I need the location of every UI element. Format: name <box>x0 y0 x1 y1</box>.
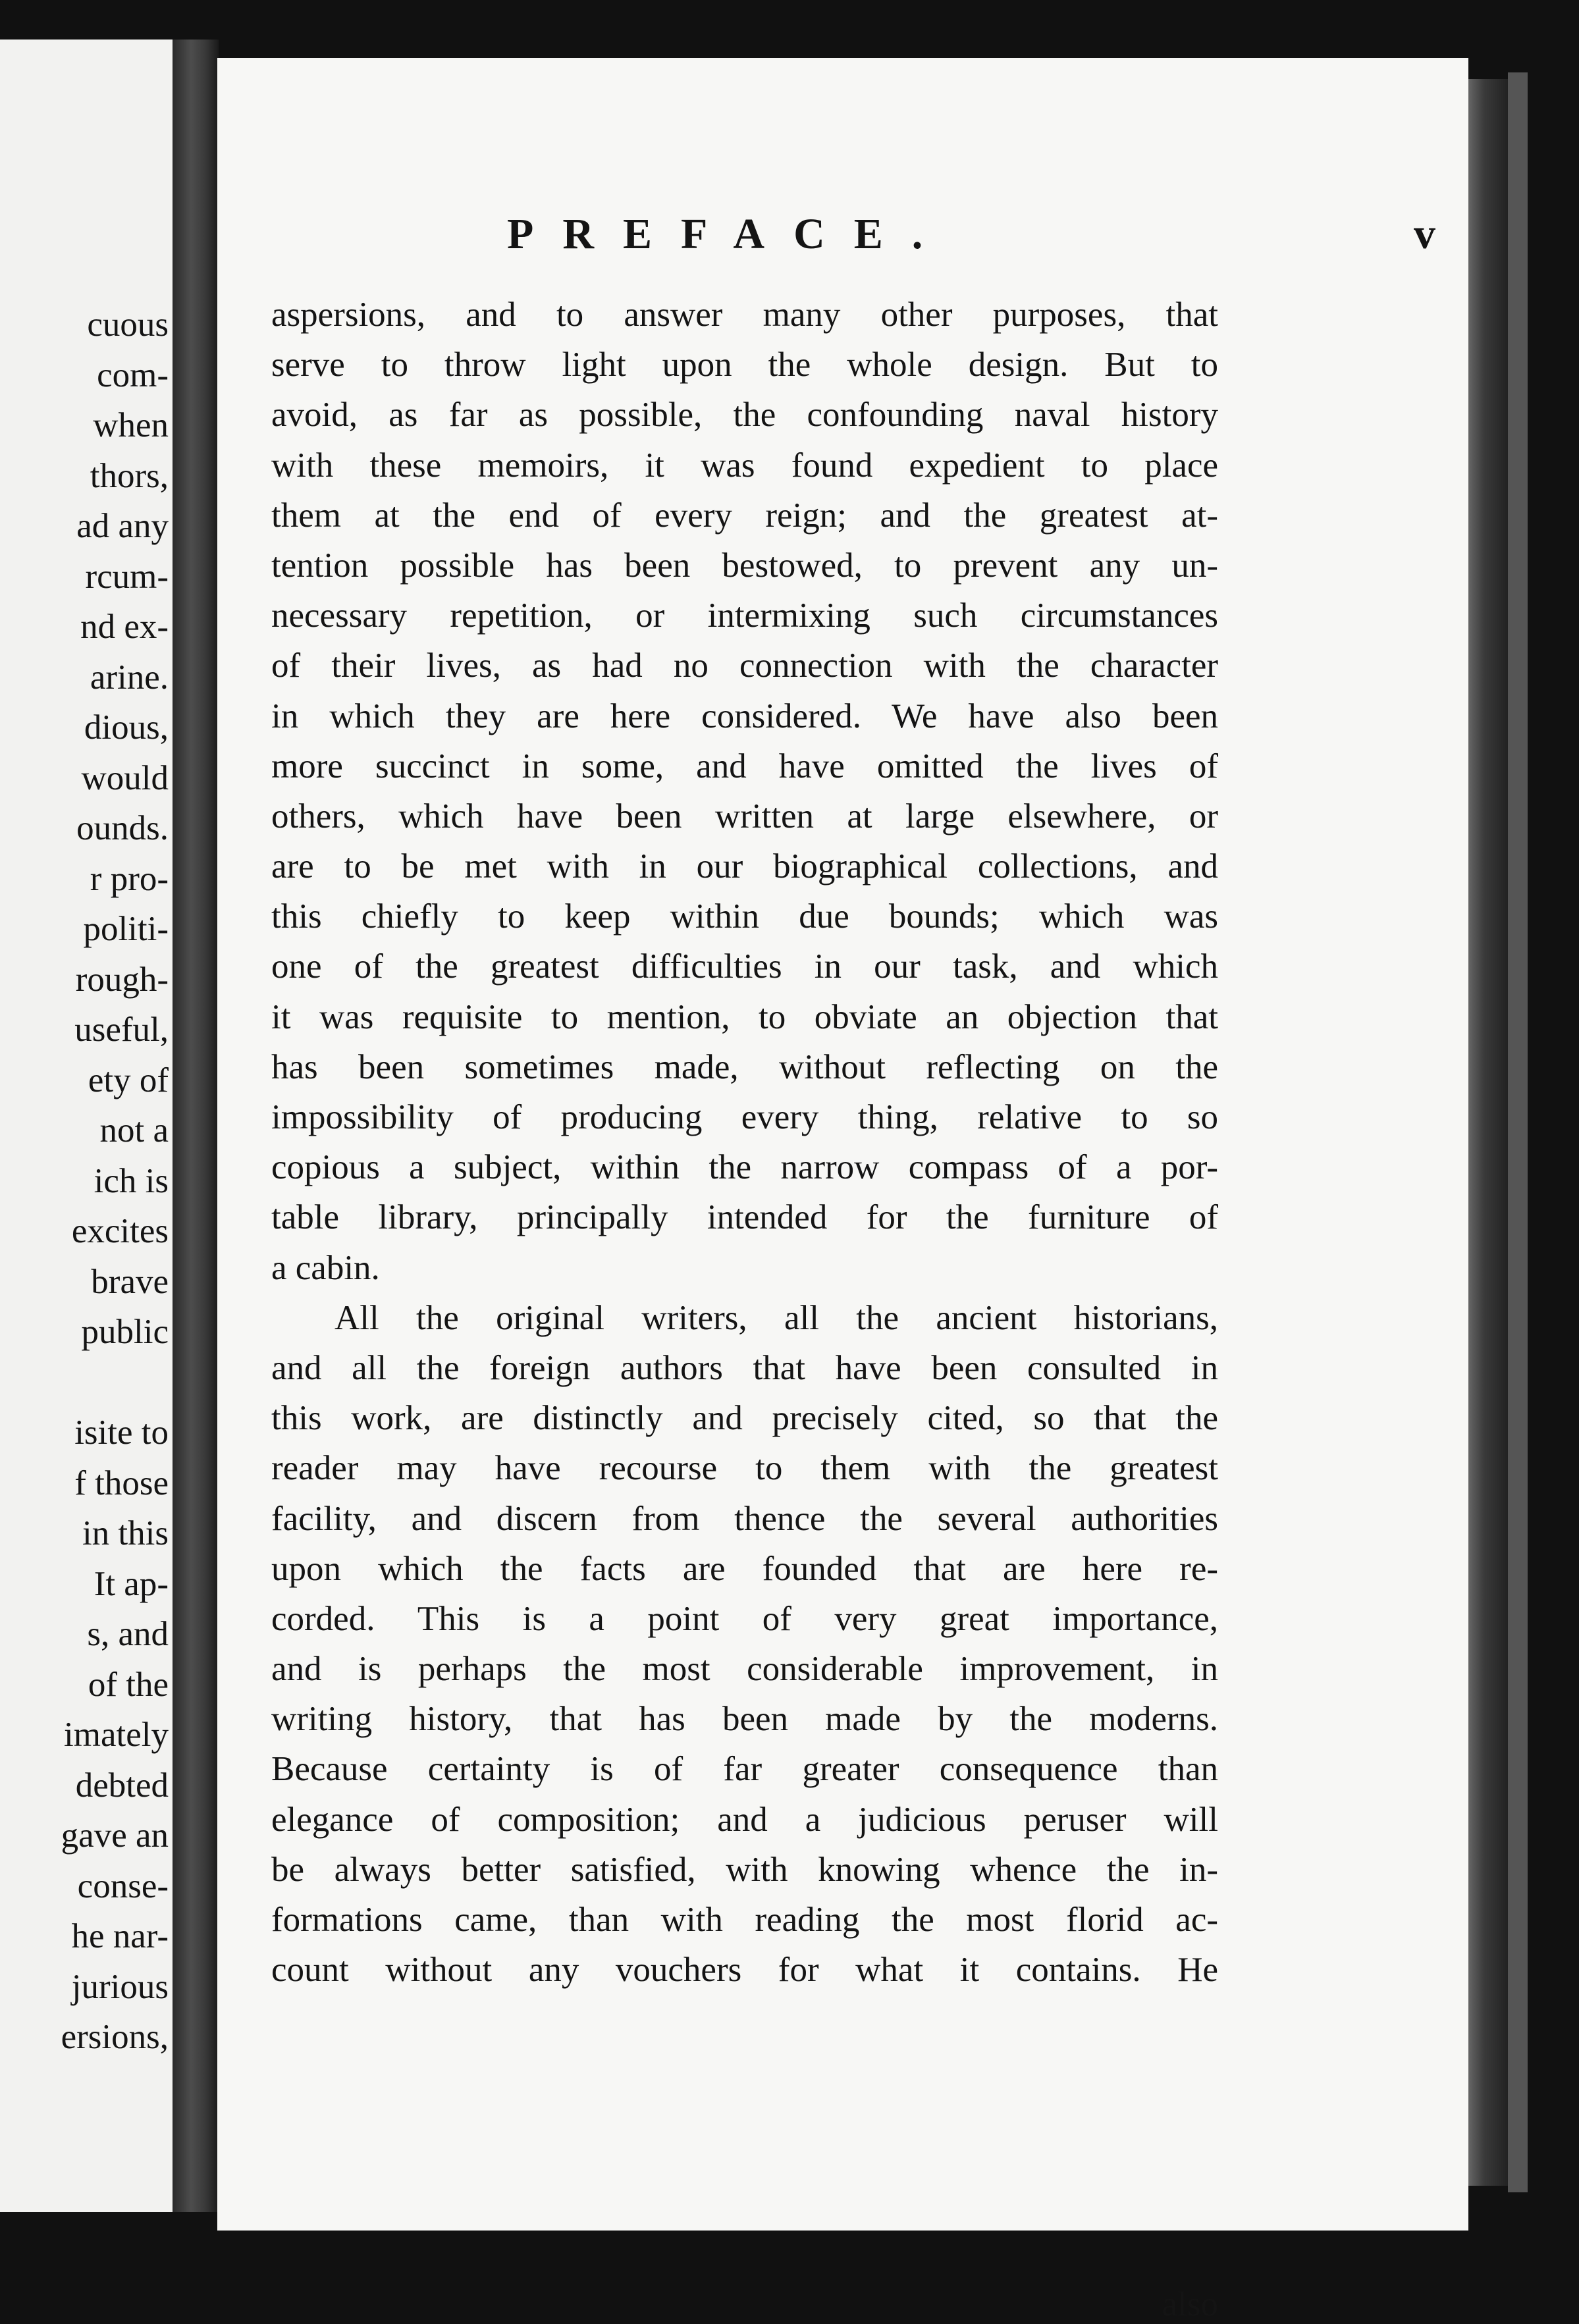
text-line: impossibility of producing every thing, relative to so <box>271 1098 1218 1136</box>
left-page-fragment: gave an <box>61 1816 169 1855</box>
left-page-fragment: ich is <box>94 1161 169 1200</box>
text-line: and is perhaps the most considerable improvement, in <box>271 1650 1218 1689</box>
text-line: are to be met with in our biographical collections, and <box>271 847 1218 886</box>
text-line: tention possible has been bestowed, to prevent any un- <box>271 546 1218 585</box>
text-line: and all the foreign authors that have been consulted in <box>271 1348 1218 1387</box>
catchword: also <box>1162 2285 1218 2323</box>
text-line: be always better satisfied, with knowing whence the in- <box>271 1850 1218 1889</box>
left-page-fragment: It ap- <box>94 1564 169 1603</box>
text-line: corded. This is a point of very great importance, <box>271 1599 1218 1638</box>
text-line: All the original writers, all the ancient historians, <box>335 1298 1218 1337</box>
left-page-fragment: excites <box>71 1212 169 1250</box>
left-page-fragment: dious, <box>84 708 169 747</box>
left-page-fragment: s, and <box>87 1615 169 1653</box>
left-page-fragment: f those <box>74 1464 169 1502</box>
text-line: aspersions, and to answer many other purposes, that <box>271 296 1218 334</box>
text-line: others, which have been written at large elsewhere, or <box>271 797 1218 835</box>
left-page-fragment: conse- <box>77 1866 169 1905</box>
left-page-fragment: arine. <box>90 658 169 697</box>
left-page-fragment: thors, <box>90 456 169 495</box>
left-page-fragment: imately <box>64 1716 169 1754</box>
left-page-fragment: jurious <box>71 1967 169 2006</box>
text-line: them at the end of every reign; and the greatest at- <box>271 496 1218 535</box>
left-page-fragment: brave <box>91 1262 169 1301</box>
text-line: formations came, than with reading the most florid ac- <box>271 1901 1218 1939</box>
left-page-fragment: ety of <box>88 1061 169 1099</box>
left-page-fragment: r pro- <box>90 859 169 898</box>
text-line: Because certainty is of far greater consequence than <box>271 1750 1218 1789</box>
page-edge-outer <box>1508 72 1528 2192</box>
left-page-fragment: rcum- <box>85 557 169 596</box>
text-line: facility, and discern from thence the several authorities <box>271 1499 1218 1538</box>
text-line: in which they are here considered. We have also been <box>271 697 1218 735</box>
left-page-fragment: useful, <box>74 1011 169 1049</box>
left-facing-page <box>0 40 173 2212</box>
left-page-fragment: of the <box>88 1665 169 1704</box>
left-page-fragment: not a <box>99 1111 169 1149</box>
text-line: one of the greatest difficulties in our task, and which <box>271 947 1218 986</box>
left-page-fragment: public <box>81 1313 169 1351</box>
left-page-fragment: com- <box>97 356 169 394</box>
left-page-fragment: ad any <box>76 507 169 545</box>
paragraph <box>271 1293 1218 1995</box>
running-head <box>217 209 1468 262</box>
left-page-fragment: nd ex- <box>80 608 169 646</box>
left-page-fragment: he nar- <box>71 1917 169 1955</box>
text-line: copious a subject, within the narrow compass of a por- <box>271 1148 1218 1187</box>
left-page-fragment: debted <box>75 1766 169 1805</box>
text-line: elegance of composition; and a judicious peruser will <box>271 1800 1218 1839</box>
left-page-fragment: ounds. <box>76 809 169 847</box>
book-gutter <box>173 40 219 2212</box>
left-page-fragment: isite to <box>74 1413 169 1452</box>
text-line: a cabin. <box>271 1248 380 1287</box>
text-line: necessary repetition, or intermixing such circumstances <box>271 596 1218 635</box>
text-line: this chiefly to keep within due bounds; which was <box>271 897 1218 936</box>
text-line: count without any vouchers for what it contains. He <box>271 1951 1218 1990</box>
text-line: upon which the facts are founded that are here re- <box>271 1549 1218 1588</box>
left-page-fragment: ersions, <box>61 2018 169 2056</box>
left-page-text-fragments <box>61 300 169 2063</box>
text-line: has been sometimes made, without reflecting on the <box>271 1047 1218 1086</box>
text-line: writing history, that has been made by the moderns. <box>271 1700 1218 1739</box>
left-page-fragment: would <box>81 758 169 797</box>
text-line: this work, are distinctly and precisely cited, so that the <box>271 1399 1218 1438</box>
page-number: v <box>1414 210 1435 258</box>
text-line: of their lives, as had no connection with the character <box>271 647 1218 685</box>
text-line: serve to throw light upon the whole design. But to <box>271 346 1218 384</box>
left-page-fragment <box>61 1358 169 1408</box>
left-page-fragment: in this <box>82 1514 169 1552</box>
text-line: reader may have recourse to them with the greatest <box>271 1449 1218 1488</box>
body-text <box>271 290 1218 2323</box>
text-line: avoid, as far as possible, the confounding naval history <box>271 396 1218 435</box>
page-edge-shadow <box>1468 79 1508 2186</box>
left-page-fragment: politi- <box>83 910 169 948</box>
text-line: with these memoirs, it was found expedient to place <box>271 446 1218 485</box>
paragraph <box>271 290 1218 1293</box>
left-page-fragment: when <box>93 406 169 444</box>
text-line: table library, principally intended for the furniture of <box>271 1198 1218 1237</box>
left-page-fragment: rough- <box>75 960 169 999</box>
text-line: it was requisite to mention, to obviate an objection that <box>271 997 1218 1036</box>
text-line: more succinct in some, and have omitted the lives of <box>271 747 1218 785</box>
page-title: PREFACE. <box>507 210 952 258</box>
left-page-fragment: cuous <box>87 305 169 344</box>
